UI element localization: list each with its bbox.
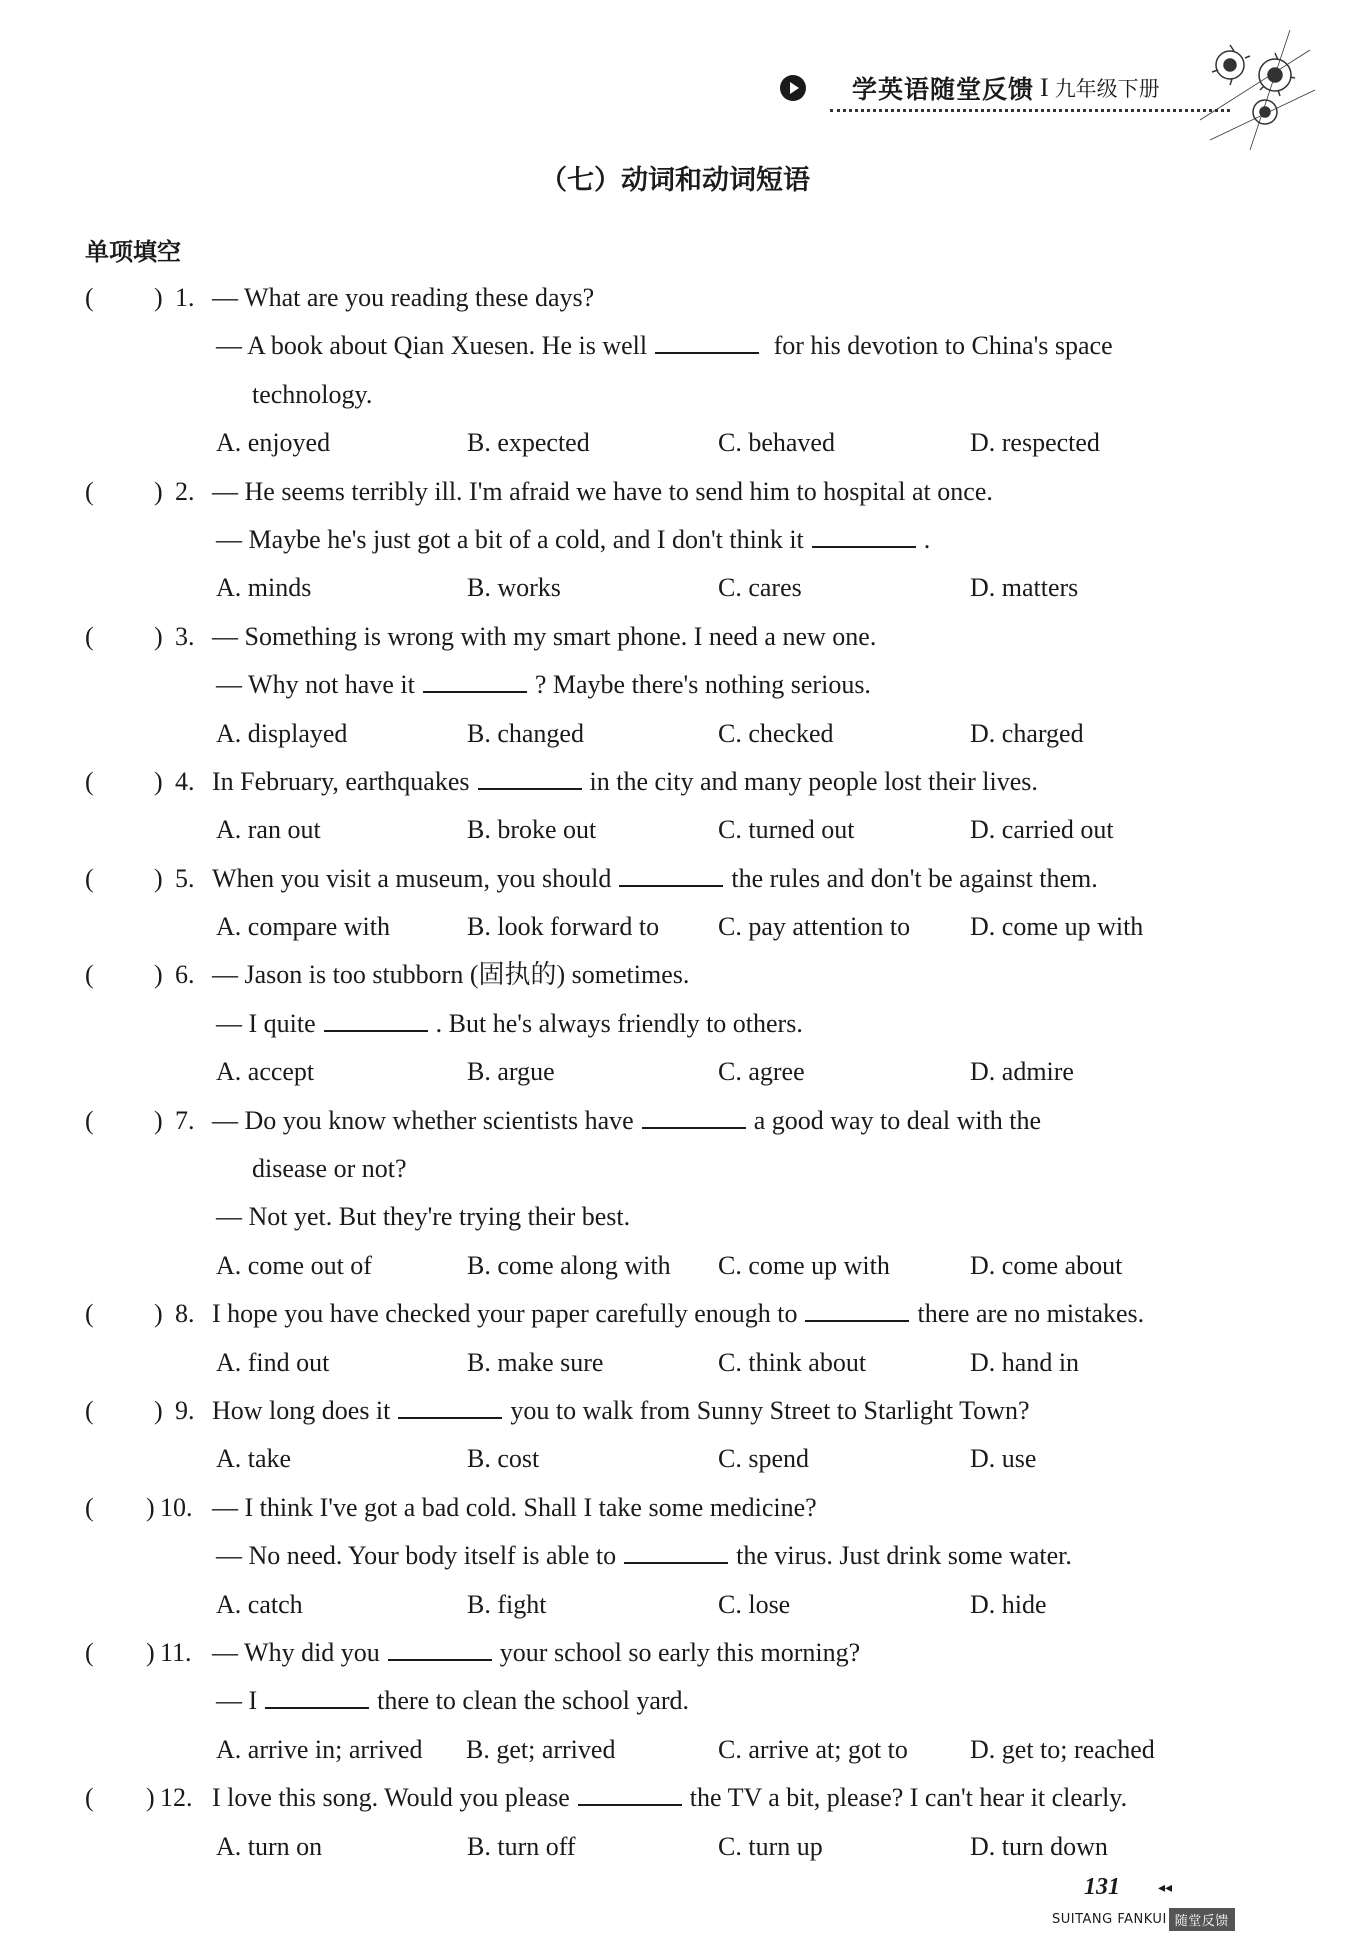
question-text: I hope you have checked your paper carefully enough to [212,1299,798,1329]
question-text: . [923,524,931,554]
answer-bracket-open[interactable]: ( [85,283,94,312]
question-text: — No need. Your body itself is able to [216,1541,617,1571]
page-number: 131 [1084,1874,1120,1900]
question-text: — Not yet. But they're trying their best. [216,1202,631,1232]
answer-bracket-close: ) [154,1395,163,1425]
answer-bracket-close: ) [154,283,163,312]
question-text: — I [216,1686,258,1716]
option-c[interactable]: C. agree [718,1057,805,1087]
option-a[interactable]: A. come out of [216,1250,372,1280]
question-text: you to walk from Sunny Street to Starlight Town? [510,1395,1030,1425]
answer-bracket-open[interactable]: ( [85,1395,94,1425]
question-11 [0,1629,1350,1774]
answer-blank[interactable] [624,1532,728,1564]
question-text: — I think I've got a bad cold. Shall I take some medicine? [212,1492,817,1522]
question-text: — He seems terribly ill. I'm afraid we have to send him to hospital at once. [212,476,993,506]
question-number: 12. [160,1783,193,1813]
question-text: technology. [252,379,373,409]
option-b[interactable]: B. expected [467,428,590,458]
option-b[interactable]: B. come along with [467,1250,671,1280]
option-b[interactable]: B. fight [467,1589,547,1619]
arrows-icon: ◂◂ [1158,1881,1173,1896]
answer-bracket-close: ) [146,1783,155,1813]
option-d[interactable]: D. carried out [970,815,1114,845]
answer-bracket-close: ) [154,960,163,990]
question-text: the rules and don't be against them. [731,863,1098,893]
question-6 [0,951,1350,1096]
answer-bracket-close: ) [146,1492,155,1522]
option-a[interactable]: A. find out [216,1347,330,1377]
question-number: 7. [175,1105,195,1135]
question-number: 5. [175,863,195,893]
question-text: How long does it [212,1395,391,1425]
question-text: your school so early this morning? [499,1637,861,1667]
question-text: there are no mistakes. [917,1299,1145,1329]
question-text: the TV a bit, please? I can't hear it clearly. [689,1783,1128,1813]
question-text: — Something is wrong with my smart phone. I need a new one. [212,621,877,651]
option-a[interactable]: A. arrive in; arrived [216,1734,423,1764]
answer-blank[interactable] [805,1290,909,1322]
answer-bracket-open[interactable]: ( [85,621,94,651]
question-12 [0,1774,1350,1871]
question-text: — Maybe he's just got a bit of a cold, and I don't think it [216,524,804,554]
section-title: （七）动词和动词短语 [540,165,810,196]
answer-bracket-open[interactable]: ( [85,960,94,990]
answer-bracket-open[interactable]: ( [85,863,94,893]
question-text: — Why did you [212,1637,380,1667]
option-a[interactable]: A. catch [216,1589,303,1619]
option-c[interactable]: C. cares [718,573,802,603]
option-d[interactable]: D. use [970,1444,1037,1474]
option-c[interactable]: C. pay attention to [718,912,911,942]
question-1 [0,274,1350,468]
option-b[interactable]: B. cost [467,1444,540,1474]
answer-blank[interactable] [478,758,582,790]
option-c[interactable]: C. turn up [718,1831,823,1861]
answer-blank[interactable] [423,661,527,693]
answer-blank[interactable] [265,1677,369,1709]
option-b[interactable]: B. changed [467,718,584,748]
option-c[interactable]: C. arrive at; got to [718,1734,908,1764]
answer-bracket-open[interactable]: ( [85,1105,94,1135]
question-number: 4. [175,766,195,796]
answer-bracket-open[interactable]: ( [85,476,94,506]
question-8 [0,1290,1350,1387]
option-d[interactable]: D. come about [970,1250,1123,1280]
question-text: — A book about Qian Xuesen. He is well [216,331,648,361]
option-a[interactable]: A. ran out [216,815,321,845]
option-b[interactable]: B. turn off [467,1831,576,1861]
option-a[interactable]: A. compare with [216,912,391,942]
question-number: 6. [175,960,195,990]
question-3 [0,613,1350,758]
option-a[interactable]: A. displayed [216,718,348,748]
question-10 [0,1484,1350,1629]
option-a[interactable]: A. turn on [216,1831,323,1861]
question-number: 2. [175,476,195,506]
header-separator: I [1040,73,1049,102]
header [780,68,1160,108]
answer-blank[interactable] [398,1387,502,1419]
question-number: 9. [175,1395,195,1425]
option-c[interactable]: C. turned out [718,815,855,845]
question-5 [0,855,1350,952]
option-d[interactable]: D. turn down [970,1831,1108,1861]
question-text: — Jason is too stubborn (固执的) sometimes. [212,960,690,990]
option-a[interactable]: A. enjoyed [216,428,331,458]
question-list [0,274,1350,1871]
question-text: there to clean the school yard. [377,1686,690,1716]
option-a[interactable]: A. take [216,1444,292,1474]
option-b[interactable]: B. argue [467,1057,555,1087]
answer-bracket-close: ) [154,766,163,796]
footer-brand [1052,1908,1235,1931]
header-grade: 九年级下册 [1054,77,1160,101]
question-text: — What are you reading these days? [212,283,595,312]
question-9 [0,1387,1350,1484]
play-icon [780,75,806,101]
option-a[interactable]: A. accept [216,1057,315,1087]
header-divider [830,109,1230,112]
question-text: In February, earthquakes [212,766,470,796]
answer-bracket-close: ) [154,476,163,506]
option-c[interactable]: C. lose [718,1589,791,1619]
option-c[interactable]: C. behaved [718,428,835,458]
option-d[interactable]: D. get to; reached [970,1734,1155,1764]
question-text: — Do you know whether scientists have [212,1105,634,1135]
question-text: — I quite [216,1008,316,1038]
question-text: When you visit a museum, you should [212,863,612,893]
question-2 [0,468,1350,613]
option-d[interactable]: D. respected [970,428,1100,458]
question-text: a good way to deal with the [753,1105,1042,1135]
option-d[interactable]: D. come up with [970,912,1144,942]
question-4 [0,758,1350,855]
answer-blank[interactable] [388,1629,492,1661]
option-c[interactable]: C. come up with [718,1250,890,1280]
brand-badge: 随堂反馈 [1169,1908,1235,1931]
brand-text: SUITANG FANKUI [1052,1912,1167,1927]
question-number: 1. [175,283,195,312]
option-d[interactable]: D. matters [970,573,1079,603]
question-number: 3. [175,621,195,651]
header-title: 学英语随堂反馈 [852,75,1035,104]
answer-bracket-open[interactable]: ( [85,1637,94,1667]
subheading: 单项填空 [85,238,181,266]
answer-blank[interactable] [642,1097,746,1129]
question-7 [0,1097,1350,1291]
option-d[interactable]: D. charged [970,718,1084,748]
question-text: the virus. Just drink some water. [736,1541,1072,1571]
answer-blank[interactable] [812,516,916,548]
answer-bracket-close: ) [154,1105,163,1135]
question-text: . But he's always friendly to others. [435,1008,803,1038]
answer-bracket-open[interactable]: ( [85,1783,94,1813]
option-d[interactable]: D. hide [970,1589,1047,1619]
answer-bracket-close: ) [154,621,163,651]
question-text: in the city and many people lost their lives. [589,766,1038,796]
option-b[interactable]: B. make sure [467,1347,604,1377]
answer-blank[interactable] [619,855,723,887]
question-text: I love this song. Would you please [212,1783,570,1813]
question-number: 11. [160,1637,192,1667]
option-b[interactable]: B. get; arrived [466,1734,616,1764]
answer-bracket-open[interactable]: ( [85,766,94,796]
question-text: for his devotion to China's space [767,331,1113,361]
option-d[interactable]: D. admire [970,1057,1074,1087]
answer-bracket-close: ) [154,1299,163,1329]
question-number: 8. [175,1299,195,1329]
option-b[interactable]: B. works [467,573,561,603]
question-number: 10. [160,1492,193,1522]
option-d[interactable]: D. hand in [970,1347,1080,1377]
answer-blank[interactable] [578,1774,682,1806]
option-a[interactable]: A. minds [216,573,312,603]
option-b[interactable]: B. broke out [467,815,597,845]
question-text: — Why not have it [216,670,415,700]
answer-bracket-open[interactable]: ( [85,1299,94,1329]
option-b[interactable]: B. look forward to [467,912,660,942]
answer-bracket-close: ) [154,863,163,893]
answer-blank[interactable] [324,1000,428,1032]
answer-bracket-close: ) [146,1637,155,1667]
option-c[interactable]: C. checked [718,718,834,748]
answer-blank[interactable] [655,322,759,354]
sunflower-decoration-icon [1190,20,1320,160]
option-c[interactable]: C. think about [718,1347,867,1377]
question-text: ? Maybe there's nothing serious. [534,670,871,700]
question-text: disease or not? [252,1154,407,1184]
option-c[interactable]: C. spend [718,1444,809,1474]
answer-bracket-open[interactable]: ( [85,1492,94,1522]
